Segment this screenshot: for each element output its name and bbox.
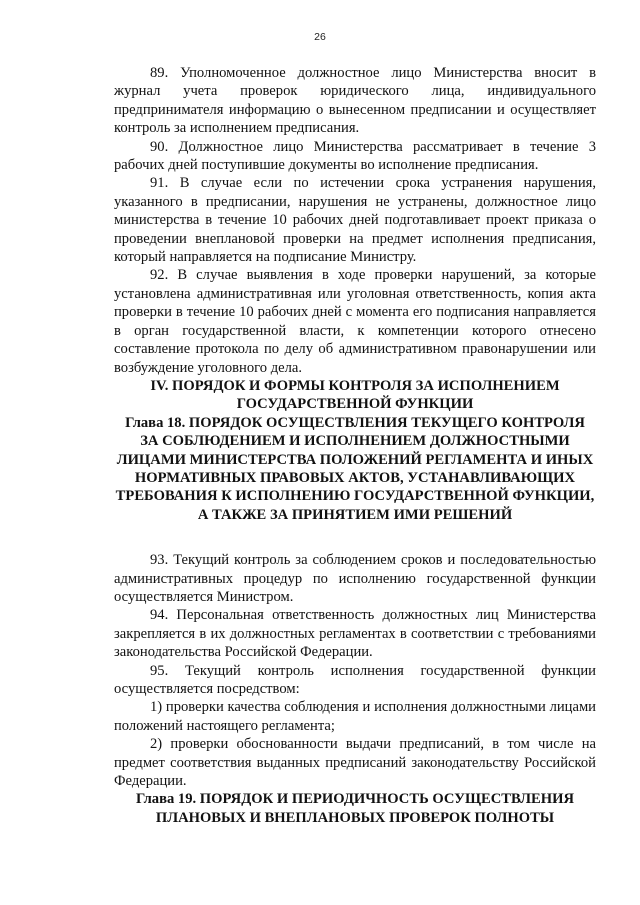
paragraph-92: 92. В случае выявления в ходе проверки нарушений, за которые установлена административная или уголовная ответственность, копия акта проверки в течение 10 рабочих дней с момента его подписания направляется в орган государственной власти, к компетенции которого отнесено составление протокола по делу об административном правонарушении или возбуждение уголовного дела. xyxy=(114,267,596,376)
chapter-19-heading xyxy=(114,790,596,827)
paragraph-90: 90. Должностное лицо Министерства рассматривает в течение 3 рабочих дней поступившие документы во исполнение предписания. xyxy=(114,138,596,174)
list-item-2: 2) проверки обоснованности выдачи предписаний, в том числе на предмет соответствия выданных предписаний законодательству Российской Федерации. xyxy=(114,736,596,790)
paragraph-89: 89. Уполномоченное должностное лицо Министерства вносит в журнал учета проверок юридического лица, индивидуального предпринимателя информацию о вынесенном предписании и осуществляет контроль за исполнением предписания. xyxy=(114,65,596,137)
paragraph-93: 93. Текущий контроль за соблюдением сроков и последовательностью административных процедур по исполнению государственной функции осуществляется Министром. xyxy=(114,552,596,605)
paragraph-91: 91. В случае если по истечении срока устранения нарушения, указанного в предписании, нарушения не устранены, должностное лицо министерства в течение 10 рабочих дней подготавливает проект приказа о проведении внеплановой проверки на предмет исполнения предписания, который направляется на подписание Министру. xyxy=(114,175,596,266)
chapter-18-heading xyxy=(114,414,596,524)
heading-line: Глава 19. ПОРЯДОК И ПЕРИОДИЧНОСТЬ ОСУЩЕСТВЛЕНИЯ xyxy=(135,791,575,808)
heading-line: ПЛАНОВЫХ И ВНЕПЛАНОВЫХ ПРОВЕРОК ПОЛНОТЫ xyxy=(155,809,555,826)
list-item-1: 1) проверки качества соблюдения и исполнения должностными лицами положений настоящего регламента; xyxy=(114,699,596,734)
heading-line: ТРЕБОВАНИЯ К ИСПОЛНЕНИЮ ГОСУДАРСТВЕННОЙ ФУНКЦИИ, xyxy=(115,488,595,505)
page-content xyxy=(114,64,596,827)
chapter-18-body xyxy=(114,551,596,790)
heading-line: ЛИЦАМИ МИНИСТЕРСТВА ПОЛОЖЕНИЙ РЕГЛАМЕНТА И ИНЫХ xyxy=(116,451,594,468)
heading-line: IV. ПОРЯДОК И ФОРМЫ КОНТРОЛЯ ЗА ИСПОЛНЕНИЕМ xyxy=(150,377,560,394)
heading-line: НОРМАТИВНЫХ ПРАВОВЫХ АКТОВ, УСТАНАВЛИВАЮЩИХ xyxy=(134,469,576,486)
heading-line: Глава 18. ПОРЯДОК ОСУЩЕСТВЛЕНИЯ ТЕКУЩЕГО КОНТРОЛЯ xyxy=(125,414,585,431)
heading-line: А ТАКЖЕ ЗА ПРИНЯТИЕМ ИМИ РЕШЕНИЙ xyxy=(197,506,513,523)
paragraph-95: 95. Текущий контроль исполнения государственной функции осуществляется посредством: xyxy=(114,662,596,697)
page-number: 26 xyxy=(314,31,326,43)
paragraph-94: 94. Персональная ответственность должностных лиц Министерства закрепляется в их должностных регламентах в соответствии с требованиями законодательства Российской Федерации. xyxy=(114,607,596,661)
heading-line: ГОСУДАРСТВЕННОЙ ФУНКЦИИ xyxy=(236,396,474,413)
section-iv-heading xyxy=(114,377,596,414)
heading-line: ЗА СОБЛЮДЕНИЕМ И ИСПОЛНЕНИЕМ ДОЛЖНОСТНЫМИ xyxy=(140,433,570,450)
